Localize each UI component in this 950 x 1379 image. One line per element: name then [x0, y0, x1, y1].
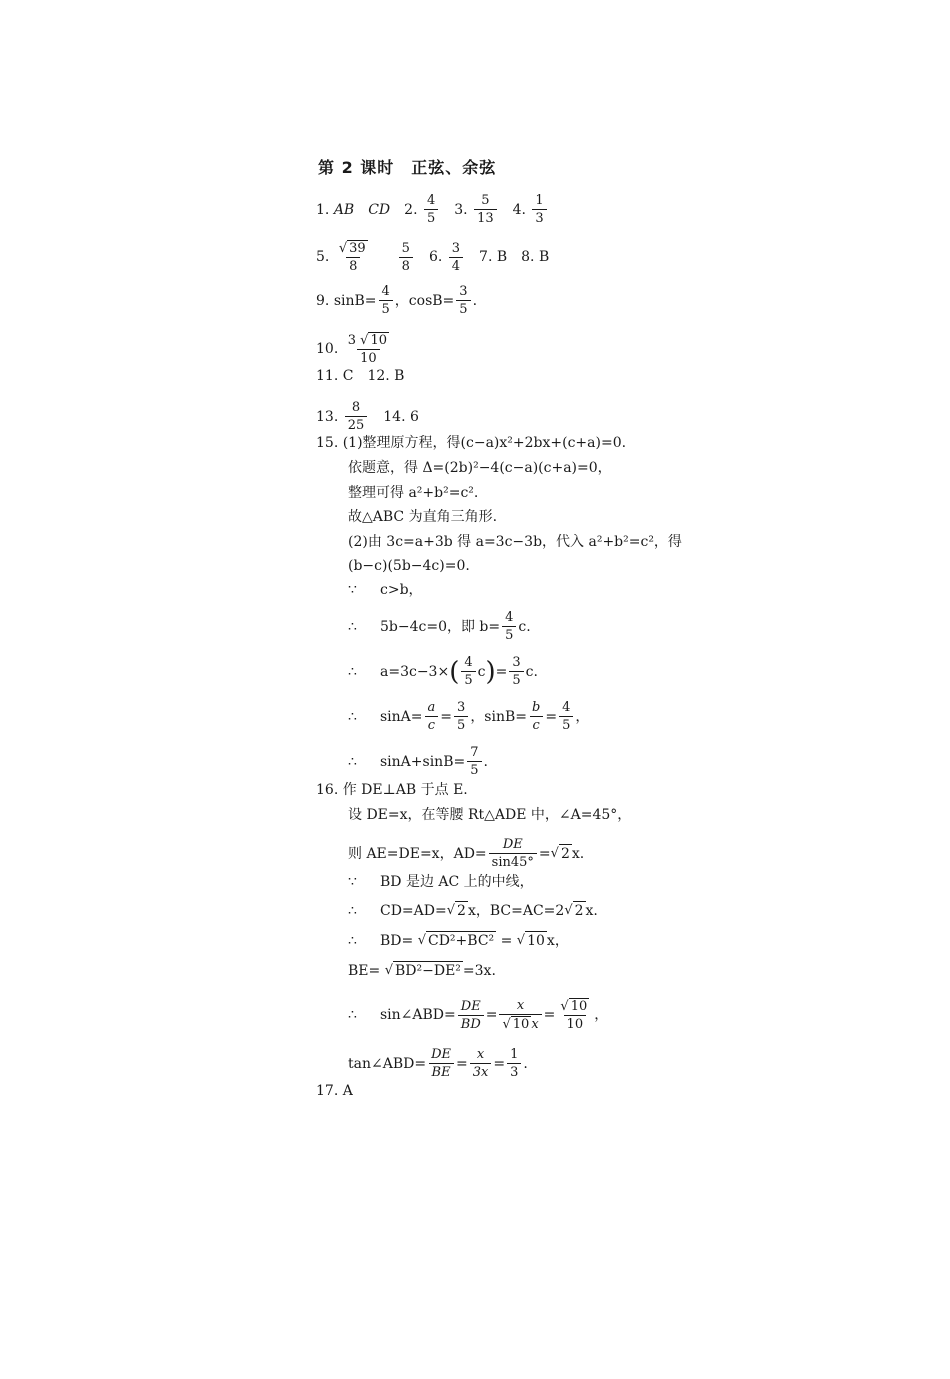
answer-16-line-7: BE= √ BD²−DE² =3x. [348, 962, 496, 979]
therefore-symbol: ∴ [348, 1007, 357, 1023]
section-title: 第 2 课时 正弦、余弦 [318, 158, 497, 177]
fraction: $\frac{4}{5}$ [559, 700, 573, 733]
therefore-symbol: ∴ [348, 902, 357, 919]
because-symbol: ∵ [348, 582, 357, 598]
answer-16-line-3: 则 AE=DE=x，AD= $\frac{DE}{\sin 45^\circ}$ = √ 2 x. [348, 837, 585, 870]
answer-16-line-2: 设 DE=x，在等腰 Rt△ADE 中，∠A=45°， [348, 807, 632, 823]
fraction: √ 39 8 [338, 241, 366, 274]
fraction: $\frac{3}{5}$ [456, 284, 470, 317]
therefore-symbol: ∴ [348, 708, 357, 725]
answer-16-line-5: ∴ CD=AD= √ 2 x，BC=AC=2 √ 2 x. [348, 902, 598, 919]
fraction: $\frac{DE}{BD}$ [458, 999, 484, 1032]
fraction: $\frac{5}{8}$ [399, 241, 413, 274]
fraction: $\frac{1}{3}$ [532, 193, 546, 226]
fraction: x √ 10 x [499, 998, 541, 1032]
fraction: $\frac{5}{13}$ [474, 193, 497, 226]
therefore-symbol: ∴ [348, 618, 357, 635]
answer-16-line-8: ∴ sin∠ABD= $\frac{DE}{BD}$ = x √ 10 x = √ 10 10 ， [348, 998, 609, 1032]
fraction: $\frac{3}{4}$ [449, 241, 463, 274]
fraction: $\frac{8}{25}$ [345, 400, 368, 433]
answers-row-2: 5. √ 39 8 $\frac{5}{8}$ 6. $\frac{3}{4}$ 7. B 8. B [316, 240, 550, 274]
answer-17: 17. A [316, 1083, 353, 1099]
fraction: $\frac{4}{5}$ [424, 193, 438, 226]
answer-15-line-7: ∵ c>b， [348, 582, 423, 598]
fraction: $\frac{DE}{\sin 45^\circ}$ [489, 837, 537, 870]
answer-15-line-1: 15. (1)整理原方程，得(c−a)x²+2bx+(c+a)=0. [316, 435, 627, 451]
answer-16-line-6: ∴ BD= √ CD²+BC² = √ 10 x， [348, 932, 569, 949]
answer-15-line-4: 故△ABC 为直角三角形. [348, 509, 498, 525]
answer-10: 10. 3 √ 10 10 [316, 332, 394, 366]
fraction: √ 10 10 [560, 999, 588, 1032]
therefore-symbol: ∴ [348, 932, 357, 949]
answer-9: 9. sinB= $\frac{4}{5}$ ，cosB= $\frac{3}{5}$ . [316, 284, 478, 317]
fraction: $\frac{4}{5}$ [502, 610, 516, 643]
fraction: 3 √ 10 10 [347, 333, 387, 366]
fraction: $\frac{4}{5}$ [461, 655, 475, 688]
fraction: $\frac{4}{5}$ [379, 284, 393, 317]
answer-15-line-6: (b−c)(5b−4c)=0. [348, 558, 470, 574]
answers-row-11: 11. C 12. B [316, 368, 405, 384]
answer-15-line-9: ∴ a=3c−3× ( $\frac{4}{5}$ c ) = $\frac{3}{5}$ c. [348, 655, 538, 688]
fraction: $\frac{1}{3}$ [507, 1047, 521, 1080]
answer-16-line-9: tan∠ABD= $\frac{DE}{BE}$ = $\frac{x}{3x}$ = $\frac{1}{3}$ . [348, 1047, 528, 1080]
fraction: $\frac{b}{c}$ [529, 700, 543, 733]
answer-15-line-5: (2)由 3c=a+3b 得 a=3c−3b，代入 a²+b²=c²，得 [348, 534, 682, 550]
therefore-symbol: ∴ [348, 663, 357, 680]
therefore-symbol: ∴ [348, 753, 357, 770]
fraction: $\frac{7}{5}$ [467, 745, 481, 778]
because-symbol: ∵ [348, 874, 357, 890]
fraction: $\frac{a}{c}$ [425, 700, 439, 733]
answer-15-line-3: 整理可得 a²+b²=c². [348, 485, 479, 501]
fraction: $\frac{x}{3x}$ [470, 1047, 492, 1080]
answer-15-line-11: ∴ sinA+sinB= $\frac{7}{5}$ . [348, 745, 488, 778]
answer-15-line-10: ∴ sinA= $\frac{a}{c}$ = $\frac{3}{5}$ ，sinB= $\frac{b}{c}$ = $\frac{4}{5}$ ， [348, 700, 590, 733]
answer-15-line-2: 依题意，得 Δ=(2b)²−4(c−a)(c+a)=0， [348, 460, 612, 476]
answer-15-line-8: ∴ 5b−4c=0，即 b= $\frac{4}{5}$ c. [348, 610, 531, 643]
fraction: $\frac{3}{5}$ [454, 700, 468, 733]
answers-row-1: 1. AB CD 2. $\frac{4}{5}$ 3. $\frac{5}{13}$ 4. $\frac{1}{3}$ [316, 193, 549, 226]
answers-row-13: 13. $\frac{8}{25}$ 14. 6 [316, 400, 419, 433]
fraction: $\frac{DE}{BE}$ [428, 1047, 454, 1080]
answer-16-line-1: 16. 作 DE⊥AB 于点 E. [316, 782, 468, 798]
fraction: $\frac{3}{5}$ [509, 655, 523, 688]
answer-16-line-4: ∵ BD 是边 AC 上的中线， [348, 874, 534, 890]
